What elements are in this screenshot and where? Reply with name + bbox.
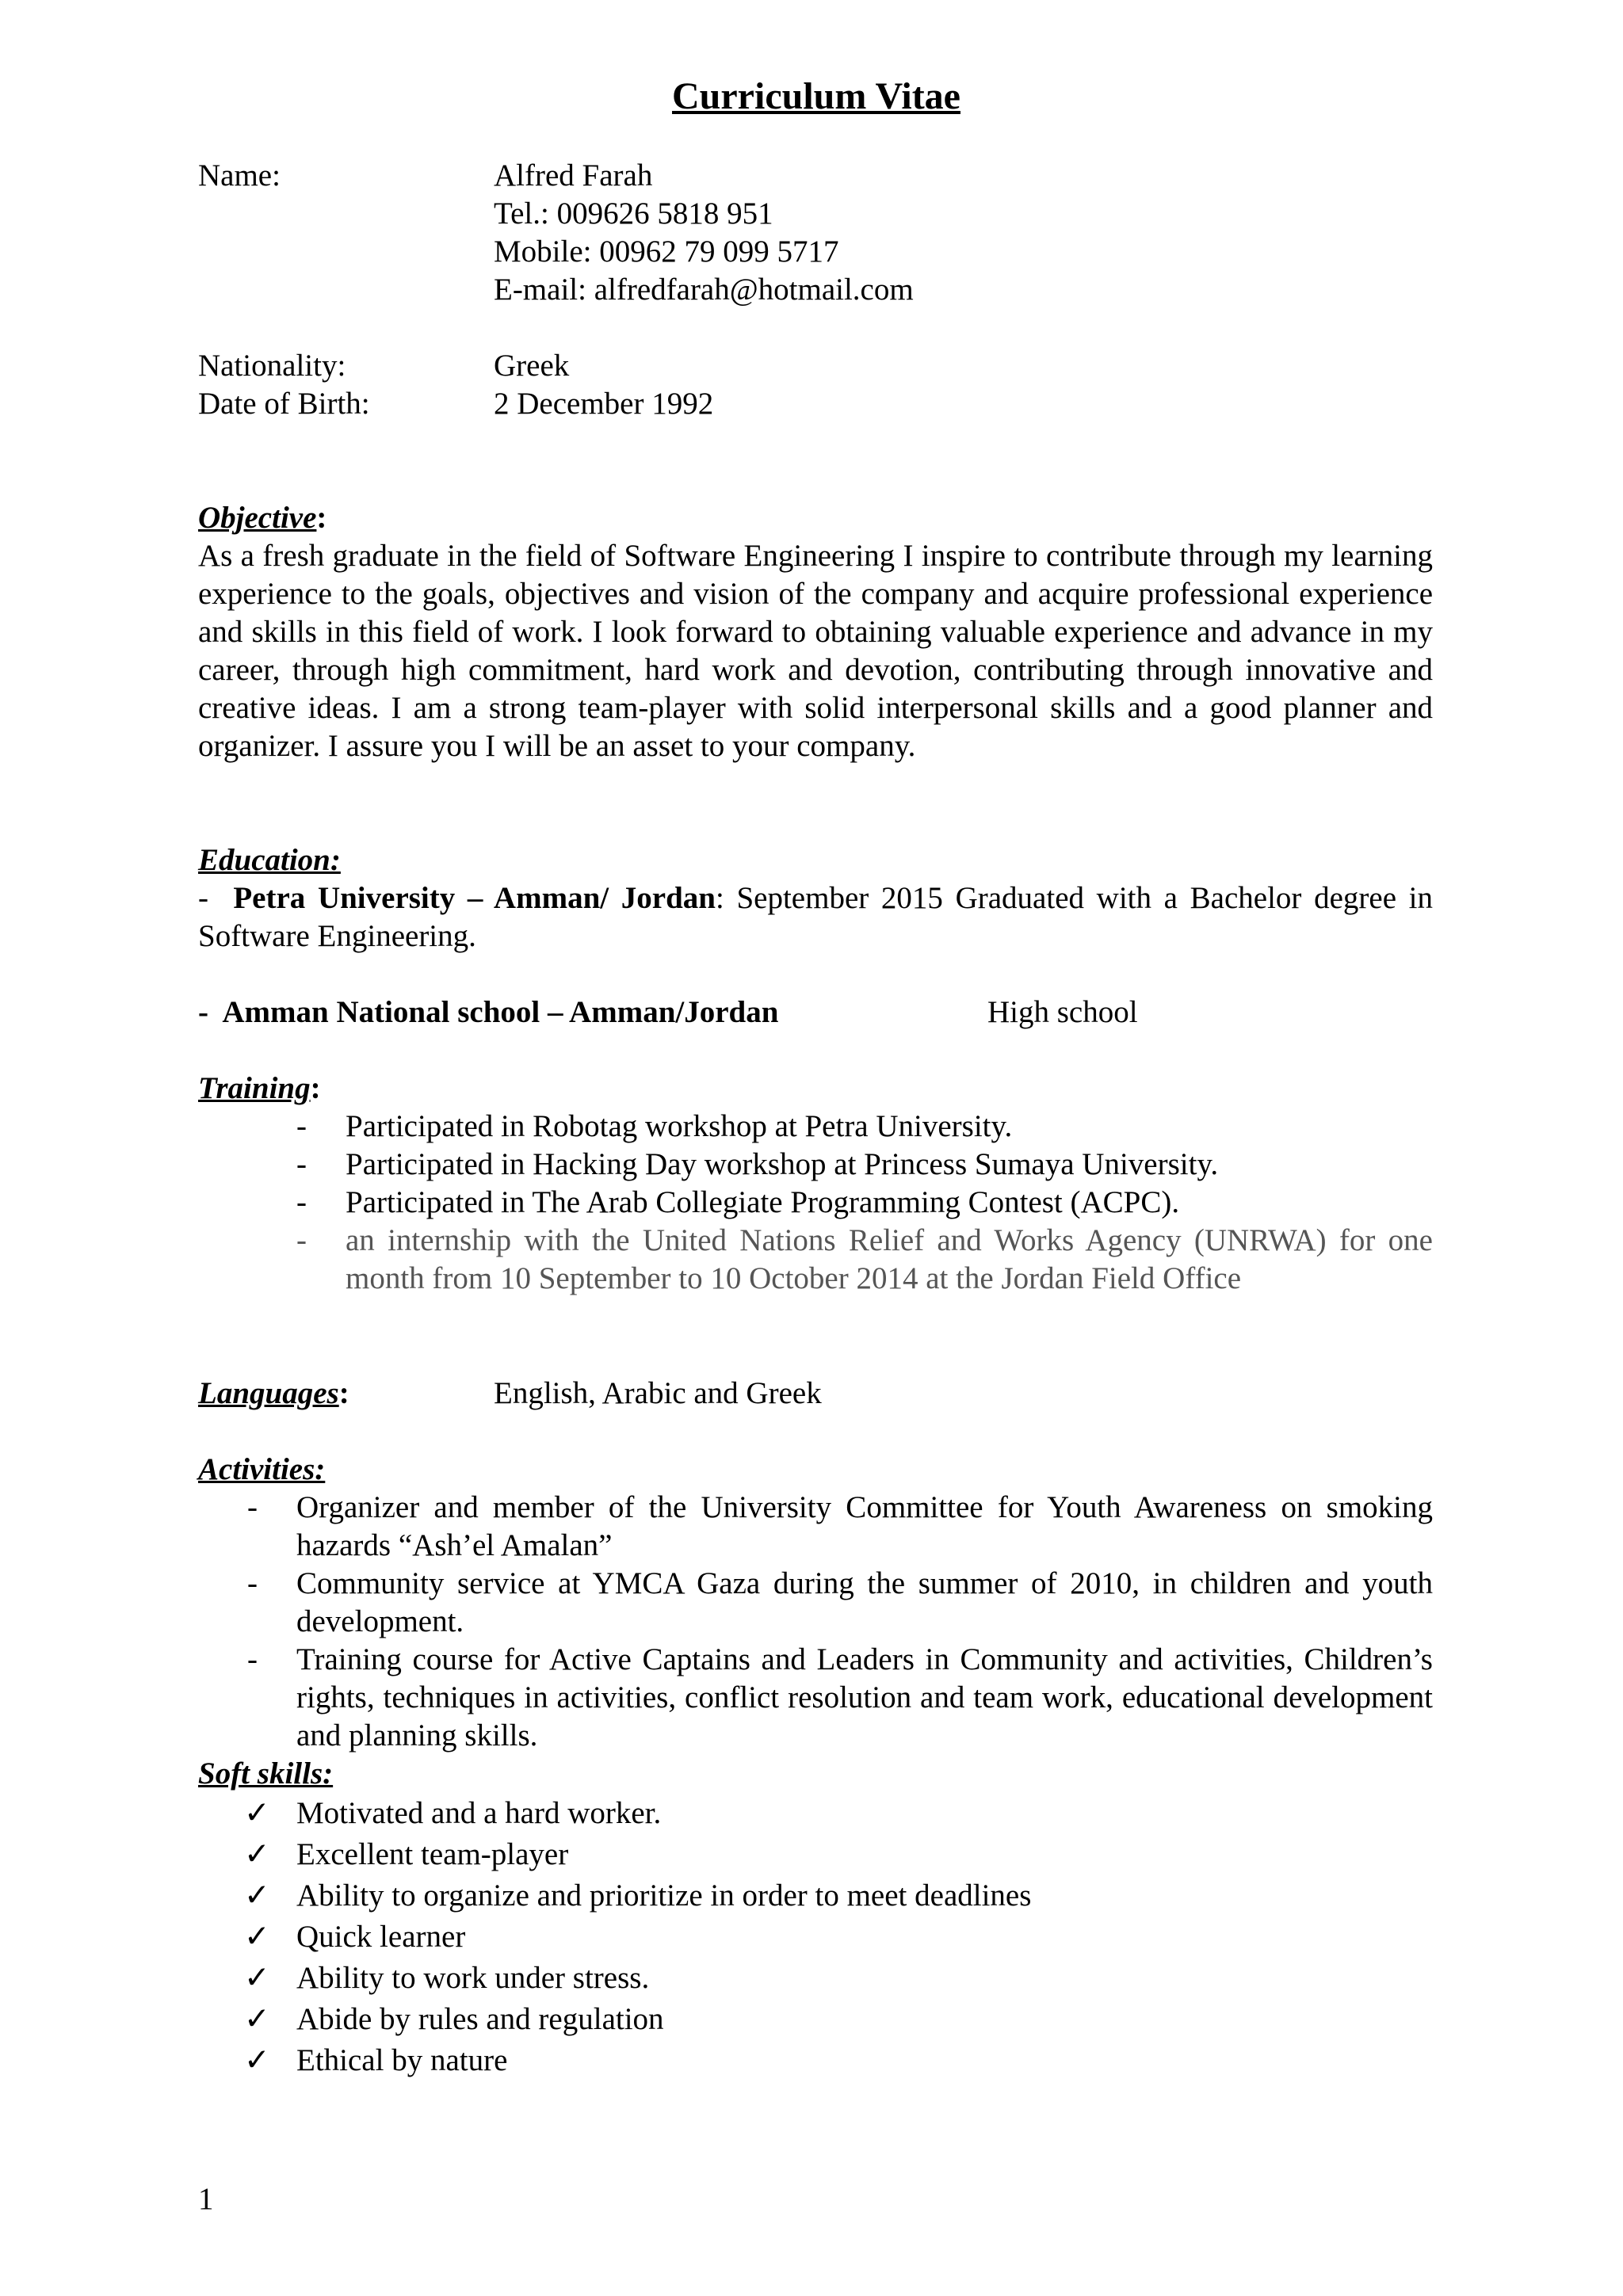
education-dash: - — [198, 995, 208, 1029]
nationality-label: Nationality: — [198, 349, 346, 383]
name-value: Alfred Farah — [494, 158, 653, 193]
objective-heading — [198, 499, 327, 537]
list-item: ✓ Excellent team-player — [244, 1834, 1031, 1875]
education-dash: - — [198, 881, 208, 915]
dob-label: Date of Birth: — [198, 387, 370, 421]
education-school-level: High school — [987, 995, 1138, 1029]
languages-heading-text: Languages — [198, 1376, 339, 1410]
list-item: ✓ Ethical by nature — [244, 2040, 1031, 2081]
checkmark-icon: ✓ — [244, 2043, 270, 2077]
list-item: - Participated in Hacking Day workshop at Princess Sumaya University. — [296, 1147, 1219, 1181]
email-value: E-mail: alfredfarah@hotmail.com — [494, 273, 914, 307]
checkmark-icon: ✓ — [244, 1920, 270, 1954]
education-item-university — [198, 879, 1433, 955]
tel-value: Tel.: 009626 5818 951 — [494, 196, 773, 231]
list-item: - Participated in Robotag workshop at Petra University. — [296, 1109, 1013, 1143]
list-item: - Participated in The Arab Collegiate Programming Contest (ACPC). — [296, 1185, 1180, 1219]
activities-heading: Activities: — [198, 1452, 326, 1486]
education-school: Amman National school – Amman/Jordan — [222, 995, 779, 1029]
dob-value: 2 December 1992 — [494, 387, 714, 421]
activities-list — [247, 1489, 1433, 1755]
checkmark-icon: ✓ — [244, 2002, 270, 2036]
soft-skills-heading: Soft skills: — [198, 1756, 334, 1791]
education-heading: Education: — [198, 843, 341, 877]
languages-heading — [198, 1375, 349, 1413]
list-item: ✓ Ability to work under stress. — [244, 1958, 1031, 1999]
education-university-detail: : September 2015 Graduated with a Bachelor degree in Software Engineering. — [198, 881, 1434, 953]
training-heading — [198, 1070, 321, 1108]
soft-skills-list — [244, 1793, 1031, 2081]
checkmark-icon: ✓ — [244, 1878, 270, 1913]
languages-value: English, Arabic and Greek — [494, 1376, 822, 1410]
mobile-value: Mobile: 00962 79 099 5717 — [494, 235, 839, 269]
checkmark-icon: ✓ — [244, 1837, 270, 1871]
objective-heading-text: Objective — [198, 501, 317, 535]
checkmark-icon: ✓ — [244, 1796, 270, 1830]
page-number: 1 — [198, 2182, 214, 2216]
training-heading-colon: : — [310, 1071, 321, 1105]
list-item: ✓ Ability to organize and prioritize in order to meet deadlines — [244, 1875, 1031, 1917]
checkmark-icon: ✓ — [244, 1961, 270, 1995]
list-item: - Organizer and member of the University Committee for Youth Awareness on smoking hazards “Ash’el Amalan” — [247, 1490, 1433, 1562]
name-label: Name: — [198, 158, 281, 193]
page-title: Curriculum Vitae — [672, 75, 960, 117]
nationality-value: Greek — [494, 349, 570, 383]
list-item: ✓ Motivated and a hard worker. — [244, 1793, 1031, 1834]
list-item: - an internship with the United Nations Relief and Works Agency (UNRWA) for one month from 10 September to 10 October 2014 at the Jordan Field Office — [296, 1223, 1433, 1295]
list-item: ✓ Abide by rules and regulation — [244, 1999, 1031, 2040]
list-item: - Community service at YMCA Gaza during the summer of 2010, in children and youth development. — [247, 1566, 1433, 1638]
objective-text: As a fresh graduate in the field of Software Engineering I inspire to contribute through my learning experience to the goals, objectives and vision of the company and acquire professional experience and skills in this field of work. I look forward to obtaining valuable experience and advance in my career, through high commitment, hard work and devotion, contributing through innovative and creative ideas. I am a strong team-player with solid interpersonal skills and a good planner and organizer. I assure you I will be an asset to your company. — [198, 539, 1433, 763]
education-item-school — [198, 994, 778, 1032]
list-item: ✓ Quick learner — [244, 1917, 1031, 1958]
objective-heading-colon: : — [316, 501, 327, 535]
list-item: - Training course for Active Captains and Leaders in Community and activities, Children’s rights, techniques in activities, conflict resolution and team work, educational development and planning skills. — [247, 1642, 1433, 1753]
training-list — [296, 1108, 1433, 1298]
training-heading-text: Training — [198, 1071, 311, 1105]
languages-heading-colon: : — [338, 1376, 349, 1410]
education-university: Petra University – Amman/ Jordan — [233, 881, 716, 915]
